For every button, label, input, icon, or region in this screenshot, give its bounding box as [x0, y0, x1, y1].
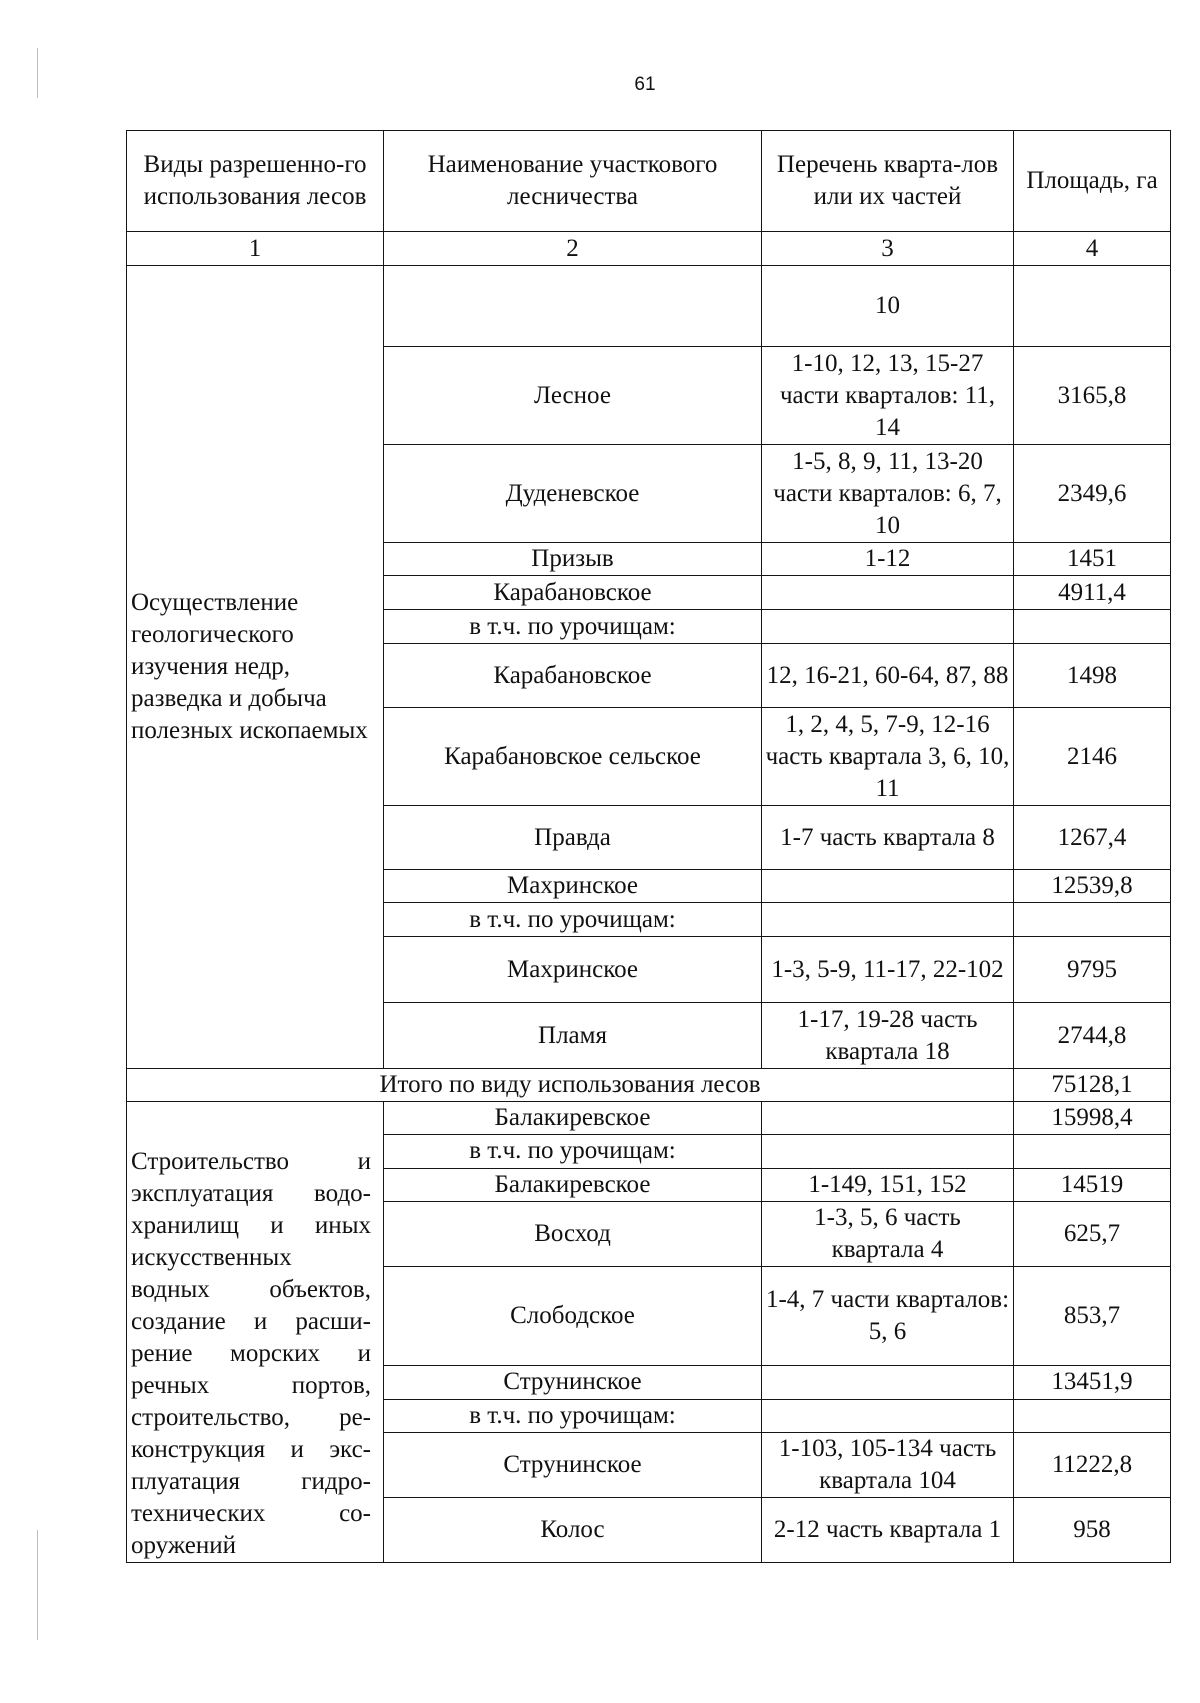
total-label: Итого по виду использования лесов	[127, 1069, 1014, 1102]
area-value: 3165,8	[1014, 347, 1171, 445]
header-area: Площадь, га	[1014, 131, 1171, 232]
area-value: 15998,4	[1014, 1102, 1171, 1135]
table-row	[127, 1102, 1171, 1135]
quarters-list: 1-3, 5-9, 11-17, 22-102	[762, 937, 1014, 1003]
quarters-list	[762, 1102, 1014, 1135]
page-number: 61	[634, 74, 656, 95]
scan-margin-mark	[37, 1530, 38, 1640]
quarters-list: 1-7 часть квартала 8	[762, 806, 1014, 870]
forestry-name: Балакиревское	[384, 1168, 762, 1201]
forestry-name: Колос	[384, 1498, 762, 1563]
area-value	[1014, 1399, 1171, 1432]
quarters-list: 1-149, 151, 152	[762, 1168, 1014, 1201]
scan-margin-mark	[37, 48, 38, 98]
area-value: 1451	[1014, 543, 1171, 576]
quarters-list	[762, 1366, 1014, 1399]
forestry-name	[384, 266, 762, 347]
forestry-name: Призыв	[384, 543, 762, 576]
quarters-list: 1-4, 7 части кварталов: 5, 6	[762, 1267, 1014, 1366]
usage-type-cell	[127, 1102, 384, 1563]
area-value: 2146	[1014, 708, 1171, 806]
area-value: 1267,4	[1014, 806, 1171, 870]
subtotal-label: в т.ч. по урочищам:	[384, 1399, 762, 1432]
area-value: 853,7	[1014, 1267, 1171, 1366]
table-row	[127, 266, 1171, 347]
total-row	[127, 1069, 1171, 1102]
subtotal-label: в т.ч. по урочищам:	[384, 1135, 762, 1168]
usage-type-construction: Строительство и эксплуатация водо-хранилищ и иных искусственных водных объектов, создание и расши-рение морских и речных портов, строительство, ре-конструкция и экс-плуатация гидро-технических со-оружений	[131, 1148, 371, 1559]
subtotal-label: в т.ч. по урочищам:	[384, 610, 762, 644]
usage-type-geology: Осуществление геологического изучения недр, разведка и добыча полезных ископаемых	[131, 589, 368, 744]
forestry-name: Восход	[384, 1201, 762, 1267]
forestry-name: Лесное	[384, 347, 762, 445]
column-number: 3	[762, 232, 1014, 266]
quarters-list: 1-12	[762, 543, 1014, 576]
area-value: 1498	[1014, 644, 1171, 708]
area-value: 12539,8	[1014, 870, 1171, 903]
area-value	[1014, 1135, 1171, 1168]
area-value	[1014, 266, 1171, 347]
header-quarters-list: Перечень кварта-лов или их частей	[762, 131, 1014, 232]
header-forestry-name: Наименование участкового лесничества	[384, 131, 762, 232]
column-number: 2	[384, 232, 762, 266]
quarters-list: 1-5, 8, 9, 11, 13-20 части кварталов: 6, 7, 10	[762, 445, 1014, 543]
forestry-name: Карабановское сельское	[384, 708, 762, 806]
header-usage-type: Виды разрешенно-го использования лесов	[127, 131, 384, 232]
quarters-list: 1, 2, 4, 5, 7-9, 12-16 часть квартала 3, 6, 10, 11	[762, 708, 1014, 806]
area-value: 4911,4	[1014, 576, 1171, 610]
forest-usage-table	[126, 130, 1171, 1563]
forestry-name: Махринское	[384, 870, 762, 903]
column-numbers-row	[127, 232, 1171, 266]
area-value	[1014, 610, 1171, 644]
area-value: 625,7	[1014, 1201, 1171, 1267]
area-value	[1014, 903, 1171, 937]
header-row	[127, 131, 1171, 232]
area-value: 14519	[1014, 1168, 1171, 1201]
area-value: 2744,8	[1014, 1003, 1171, 1069]
quarters-list	[762, 903, 1014, 937]
area-value: 13451,9	[1014, 1366, 1171, 1399]
usage-type-cell	[127, 266, 384, 1069]
forestry-name: Слободское	[384, 1267, 762, 1366]
forestry-name: Струнинское	[384, 1366, 762, 1399]
forestry-name: Балакиревское	[384, 1102, 762, 1135]
area-value: 2349,6	[1014, 445, 1171, 543]
forestry-name: Махринское	[384, 937, 762, 1003]
quarters-list: 1-103, 105-134 часть квартала 104	[762, 1432, 1014, 1498]
area-value: 958	[1014, 1498, 1171, 1563]
subtotal-label: в т.ч. по урочищам:	[384, 903, 762, 937]
quarters-list	[762, 870, 1014, 903]
quarters-list: 10	[762, 266, 1014, 347]
forestry-name: Карабановское	[384, 644, 762, 708]
quarters-list	[762, 1399, 1014, 1432]
column-number: 4	[1014, 232, 1171, 266]
total-area: 75128,1	[1014, 1069, 1171, 1102]
forestry-name: Карабановское	[384, 576, 762, 610]
quarters-list	[762, 576, 1014, 610]
quarters-list: 2-12 часть квартала 1	[762, 1498, 1014, 1563]
column-number: 1	[127, 232, 384, 266]
quarters-list: 12, 16-21, 60-64, 87, 88	[762, 644, 1014, 708]
forestry-name: Дуденевское	[384, 445, 762, 543]
forestry-name: Пламя	[384, 1003, 762, 1069]
quarters-list: 1-3, 5, 6 часть квартала 4	[762, 1201, 1014, 1267]
area-value: 11222,8	[1014, 1432, 1171, 1498]
area-value: 9795	[1014, 937, 1171, 1003]
quarters-list	[762, 1135, 1014, 1168]
quarters-list: 1-10, 12, 13, 15-27 части кварталов: 11, 14	[762, 347, 1014, 445]
quarters-list: 1-17, 19-28 часть квартала 18	[762, 1003, 1014, 1069]
forestry-name: Правда	[384, 806, 762, 870]
forestry-name: Струнинское	[384, 1432, 762, 1498]
quarters-list	[762, 610, 1014, 644]
